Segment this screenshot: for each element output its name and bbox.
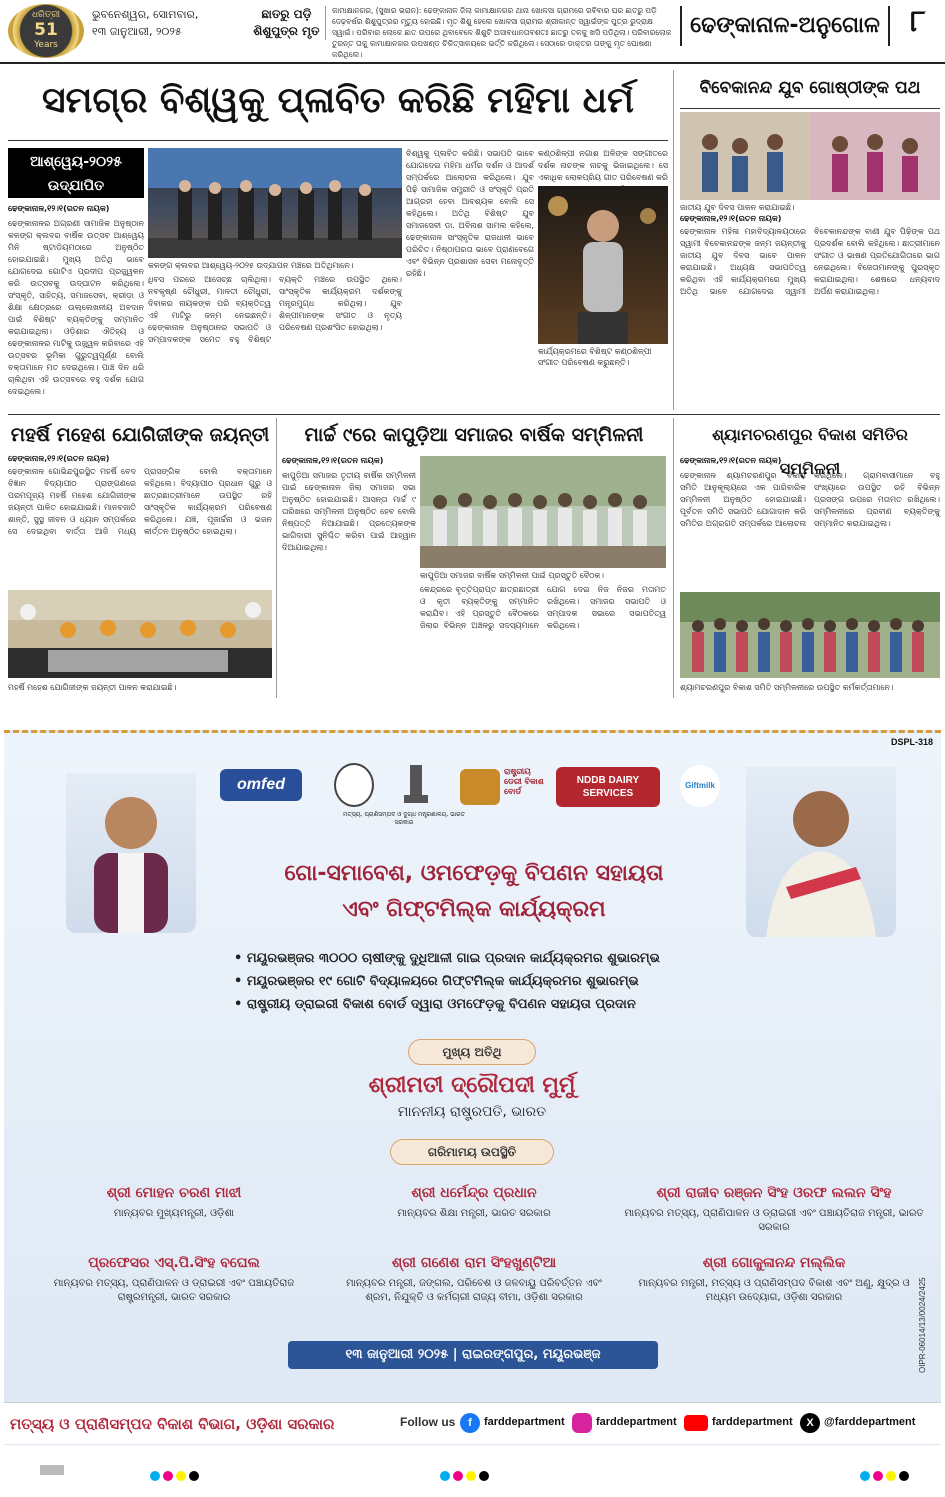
story1-headline[interactable]: ସମଗ୍ର ବିଶ୍ୱକୁ ପ୍ଳାବିତ କରିଛି ମହିମା ଧର୍ମ (42, 80, 634, 121)
facebook-icon[interactable]: f (460, 1413, 480, 1433)
ad-bullet: • ମୟୂରଭଞ୍ଜର ୩୦୦୦ ଚାଷୀଙ୍କୁ ଦୁଧିଆଳୀ ଗାଇ ପ୍ରଦାନ କାର୍ଯ୍ୟକ୍ରମର ଶୁଭାରମ୍ଭ (234, 951, 660, 966)
story1-tag-line1: ଆଶ୍ୱେୟ-୨୦୨୫ (30, 154, 122, 170)
story4-headline[interactable]: ମାର୍ଚ୍ଚ ୯ରେ କାପୁଡ଼ିଆ ସମାଜର ବାର୍ଷିକ ସମ୍ମିଳନୀ (304, 424, 644, 446)
government-advertisement[interactable] (4, 730, 941, 1445)
ad-bullets (234, 951, 794, 1012)
story2-caption: ଜାତୀୟ ଯୁବ ଦିବସ ପାଳନ କରାଯାଇଛି। (680, 203, 795, 212)
odisha-emblem-icon (334, 763, 374, 807)
divider (680, 108, 940, 109)
teaser-headline[interactable] (248, 6, 326, 40)
story3-headline[interactable]: ମହର୍ଷି ମହେଶ ଯୋଗିଜୀଙ୍କ ଜୟନ୍ତୀ (10, 424, 270, 446)
follow-us-label: Follow us (400, 1415, 456, 1429)
social-handle[interactable]: farddepartment (596, 1416, 677, 1428)
ad-footer (4, 1402, 941, 1444)
chief-guest-name: ଶ୍ରୀମତୀ ଦ୍ରୌପଦୀ ମୁର୍ମୁ (368, 1073, 576, 1098)
committee-group-illustration (680, 592, 940, 678)
dignitary-name: ଶ୍ରୀ ମୋହନ ଚରଣ ମାଝୀ (106, 1185, 242, 1201)
social-handle[interactable]: @farddepartment (824, 1416, 916, 1428)
teaser-headline-line2: ଶିଶୁପୁତ୍ର ମୃତ (253, 24, 320, 38)
event-place: ରାଇରଙ୍ଗପୁର, ମୟୂରଭଞ୍ଜ (462, 1347, 601, 1362)
divider (8, 414, 940, 415)
story2-headline[interactable]: ବିବେକାନନ୍ଦ ଯୁବ ଗୋଷ୍ଠୀଙ୍କ ପଥ (699, 78, 921, 98)
separator: | (452, 1347, 463, 1362)
badge-sub: Years (34, 40, 58, 50)
singer-illustration (538, 186, 668, 344)
dignitary-designation: ମାନ୍ୟବର ମନ୍ତ୍ରୀ, ଜଙ୍ଗଲ, ପରିବେଶ ଓ ଜଳବାୟୁ ପରିବର୍ତ୍ତନ ଏବଂ ଶ୍ରମ, ନିଯୁକ୍ତି ଓ କର୍ମଚାରୀ ରାଜ୍ୟ ବୀମା, ଓଡ଼ିଶା ସରକାର (346, 1278, 602, 1303)
anniversary-badge (8, 4, 84, 58)
dignitary-name: ଶ୍ରୀ ଗୋକୁଳାନନ୍ଦ ମଲ୍ଲିକ (702, 1255, 846, 1271)
story1-body-c: ବିଶ୍ୱକୁ ପ୍ଳାବିତ କରିଛି। ସଭାପତି ଭାବେ ଯୋଗଦେଇ ମହିମା ଧର୍ମର ଦର୍ଶନ ଓ ଆଦର୍ଶ ସମ୍ପର୍କରେ ଆଲୋଚନା କରିଥିଲେ। ଯୁବ ପିଢ଼ି ସାମାଜିକ ସମ୍ପ୍ରୀତି ଓ ସଂସ୍କୃତି ପ୍ରତି ଆଗ୍ରହୀ ହେବା ଆବଶ୍ୟକ ବୋଲି ସେ କହିଥିଲେ। ଅତିଥି ବିଶିଷ୍ଟ ଯୁବ ସମାଜସେବୀ ଡା. ଅବିନାଶ ସାମଲ କହିଲେ, ଢେଙ୍କାନାଳ ସାଂସ୍କୃତିକ ରାଜଧାନୀ ଭାବେ ପରିଚିତ। ନିଷ୍ଠାପରତା ଭାବେ ପ୍ରାଣବେଗେ ଏବଂ ବିଭିନ୍ନ ପ୍ରଶାସନ ସେବା ମନୋବୃତ୍ତି ରହିଛି। (406, 149, 534, 278)
singer-photo[interactable] (538, 186, 668, 344)
youtube-icon[interactable] (684, 1415, 708, 1431)
masthead (0, 0, 945, 64)
dignitary-name: ଶ୍ରୀ ରାଜୀବ ରଞ୍ଜନ ସିଂହ ଓରଫ ଲଲନ ସିଂହ (656, 1185, 892, 1201)
dateline-date: ୧୩ ଜାନୁଆରୀ, ୨୦୨୫ (92, 25, 182, 38)
social-handle[interactable]: farddepartment (712, 1416, 793, 1428)
ad-title-line1: ଗୋ-ସମାବେଶ, ଓମଫେଡ଼କୁ ବିପଣନ ସହାୟତା (284, 861, 664, 886)
story4-photo[interactable] (420, 456, 666, 568)
oipr-code: OIPR-06014/13/0024/2425 (918, 1277, 927, 1373)
dignitary-designation: ମାନ୍ୟବର ମତ୍ସ୍ୟ, ପ୍ରାଣିପାଳନ ଓ ଡ୍ରାଇରୀ ଏବଂ ପଞ୍ଚାୟତିରାଜ ରାଷ୍ଟ୍ରମନ୍ତ୍ରୀ, ଭାରତ ସରକାର (53, 1278, 295, 1303)
singer-caption: କାର୍ଯ୍ୟକ୍ରମରେ ବିଶିଷ୍ଟ କଣ୍ଠଶିଳ୍ପୀ ସଂଗୀତ ପରିବେଷଣ କରୁଛନ୍ତି। (538, 347, 652, 367)
story1-body-a: ଢେଙ୍କାନାଳର ଅଗ୍ରଣୀ ସାମାଜିକ ଅନୁଷ୍ଠାନ କଳଙ୍ଗ କ୍ଲବର ବାର୍ଷିକ ଉତ୍ସବ ଆଶ୍ୱେୟ ମିନି ଷ୍ଟାଡିୟମଠାରେ ଅନୁଷ୍ଠିତ ହୋଇଯାଇଛି। ମୁଖ୍ୟ ଅତିଥି ଭାବେ ଯୋଗଦେଇ ଗୋଟିଏ ପ୍ରଦୀପ ପ୍ରଜ୍ଜ୍ୱଳନ କରି ଉତ୍ସବକୁ ଉଦ୍‌ଘାଟନ କରିଥିଲେ। ସଂସ୍କୃତି, ସାହିତ୍ୟ, ସମାଜସେବା, କ୍ରୀଡ଼ା ଓ ଶିକ୍ଷା କ୍ଷେତ୍ରରେ ଉଲ୍ଲେଖନୀୟ ଅବଦାନ ପାଇଁ ବିଶିଷ୍ଟ ବ୍ୟକ୍ତିଙ୍କୁ ସମ୍ମାନିତ କରାଯାଇଥିଲା। ଓଡ଼ିଶାର ଐତିହ୍ୟ ଓ ଢେଙ୍କାନାଳର ମାଟିକୁ ଉଜ୍ଜ୍ୱଳ କରିବାରେ ଏହି ଉତ୍ସବର ଭୂମିକା ଗୁରୁତ୍ୱପୂର୍ଣ୍ଣ ବୋଲି ବକ୍ତାମାନେ ମତ ଦେଇଥିଲେ। ପାଞ୍ଚ ଦିନ ଧରି ଚାଲିଥିବା ଏହି ଉତ୍ସବରେ ବହୁ ଦର୍ଶକ ଯୋଗ ଦେଇଥିଲେ। (8, 219, 144, 396)
chief-minister-portrait (66, 773, 196, 933)
presence-label: ଗରିମାମୟ ଉପସ୍ଥିତି (390, 1139, 554, 1165)
instagram-icon[interactable] (572, 1413, 592, 1433)
ad-title-line2: ଏବଂ ଗିଫ୍ଟମିଲ୍କ କାର୍ଯ୍ୟକ୍ରମ (342, 897, 606, 922)
story1-tag (8, 148, 144, 198)
story1-photo-caption: କଳଙ୍ଗ କ୍ଲବର ଆଶ୍ୱେୟ-୨୦୨୫ ଉଦ୍‌ଯାପନ ମଞ୍ଚରେ ଅତିଥିମାନେ। (148, 261, 354, 270)
giftmilk-logo: Giftmilk (680, 765, 720, 807)
nddb-dairy-logo: NDDB DAIRY SERVICES (556, 767, 660, 807)
stage-photo-illustration (148, 148, 402, 258)
event-date-place (288, 1341, 658, 1369)
divider (8, 140, 668, 141)
section-title: ଢେଙ୍କାନାଳ-ଅନୁଗୋଳ (680, 6, 890, 46)
story1-side-text: କଣ୍ଠଶିଳ୍ପୀ ନଗାଶ ଅଳିଙ୍କ ସଙ୍ଗୀତରେ ଦର୍ଶକ ନାଚଙ୍କ ନାଚକୁ ଭିଜାଇଥିଲେ। ସେ ଏକାଧିକ ଲୋକପ୍ରିୟ ଗୀତ ପରିବେଷଣ କରି (538, 149, 668, 182)
print-registration-marks (0, 1460, 945, 1484)
story3-body: ଢେଙ୍କାନାଳ ଗୋଭିନ୍ଦପୁରସ୍ଥିତ ମହର୍ଷି ବେଦ ବିଜ୍ଞାନ ବିଦ୍ୟାପୀଠ ପ୍ରାଙ୍ଗଣରେ ପରମପୂଜ୍ୟ ମହର୍ଷି ମହେଶ ଯୋଗିଜୀଙ୍କ ଜୟନ୍ତୀ ପାଳିତ ହୋଇଯାଇଛି। ମାନବଜାତି ଶାନ୍ତି, ସୁସ୍ଥ ଜୀବନ ଓ ଧ୍ୟାନ ସମ୍ପର୍କରେ ସେ ଦେଇଥିବା ବାର୍ତ୍ତା ଆଜି ମଧ୍ୟ ପ୍ରାସଙ୍ଗିକ ବୋଲି ବକ୍ତାମାନେ କହିଥିଲେ। ବିଦ୍ୟାପୀଠ ପ୍ରଧାନ ଗୁରୁ ଓ ଛାତ୍ରଛାତ୍ରୀମାନେ ଉପସ୍ଥିତ ରହି ସାଂସ୍କୃତିକ କାର୍ଯ୍ୟକ୍ରମ ପରିବେଷଣ କରିଥିଲେ। ଯଜ୍ଞ, ପୂଜାର୍ଚ୍ଚନା ଓ ଭଜନ କୀର୍ତ୍ତନ ଅନୁଷ୍ଠିତ ହୋଇଥିଲା। (8, 467, 272, 536)
event-date: ୧୩ ଜାନୁଆରୀ ୨୦୨୫ (345, 1347, 449, 1362)
story4-body-a: କାପୁଡ଼ିଆ ସମାଜର ତୃତୀୟ ବାର୍ଷିକ ସମ୍ମିଳନୀ ପାଇଁ ଢେଙ୍କାନାଳ ଜିଲା ସମାଜର ସଭା ଅନୁଷ୍ଠିତ ହୋଇଯାଇଛି। ଆସନ୍ତା ମାର୍ଚ୍ଚ ୯ ତାରିଖରେ ସମ୍ମିଳନୀ ଅନୁଷ୍ଠିତ ହେବ ବୋଲି ନିଷ୍ପତ୍ତି ନିଆଯାଇଛି। ପ୍ରତ୍ୟେକଙ୍କ ଭାଗିଦାରୀ ସୁନିଶ୍ଚିତ କରିବା ପାଇଁ ଆହ୍ୱାନ ଦିଆଯାଇଥିଲା। (282, 471, 416, 552)
meeting-group-illustration (420, 456, 666, 568)
story5-photo[interactable] (680, 592, 940, 678)
dignitary-designation: ମାନ୍ୟବର ଶିକ୍ଷା ମନ୍ତ୍ରୀ, ଭାରତ ସରକାର (397, 1208, 551, 1219)
story2-body: ଢେଙ୍କାନାଳ ମହିଳା ମହାବିଦ୍ୟାଳୟଠାରେ ସ୍ୱାମୀ ବିବେକାନନ୍ଦଙ୍କ ଜନ୍ମ ଜୟନ୍ତୀକୁ ଜାତୀୟ ଯୁବ ଦିବସ ଭାବେ ପାଳନ କରାଯାଇଛି। ଅଧ୍ୟକ୍ଷ ସଭାପତିତ୍ୱ କରିଥିବା ଏହି କାର୍ଯ୍ୟକ୍ରମରେ ମୁଖ୍ୟ ଅତିଥି ଭାବେ ଯୋଗଦେଇ ସ୍ୱାମୀ ବିବେକାନନ୍ଦଙ୍କ ବାଣୀ ଯୁବ ପିଢ଼ିଙ୍କ ପଥ ପ୍ରଦର୍ଶକ ବୋଲି କହିଥିଲେ। ଛାତ୍ରୀମାନେ ସଂଗୀତ ଓ ଭାଷଣ ପ୍ରତିଯୋଗିତାରେ ଭାଗ ନେଇଥିଲେ। ବିଜେତାମାନଙ୍କୁ ପୁରସ୍କୃତ କରାଯାଇଥିଲା। ଶେଷରେ ଧନ୍ୟବାଦ ଅର୍ପଣ କରାଯାଇଥିଲା। (680, 227, 940, 296)
omfed-logo: omfed (220, 769, 302, 801)
badge-brand: ଧରିତ୍ରୀ (31, 10, 61, 20)
column-divider (673, 418, 674, 698)
cmyk-dots (150, 1466, 202, 1485)
cow-logo-icon (460, 769, 500, 805)
story5-caption: ଶ୍ୟାମଚରଣପୁର ବିକାଶ ସମିତି ସମ୍ମିଳନୀରେ ଉପସ୍ଥିତ କର୍ମକର୍ତ୍ତାମାନେ। (680, 683, 894, 692)
teaser-body: କାମାକ୍ଷାନଗର, (ସୁଖାର ଭରାନ): ଢେଙ୍କାନାଳ ଜିଲା କାମାକ୍ଷାନଗର ଥାନା ଖୋଳସା ଗ୍ରାମରେ ରବିବାର ଘର ଛାତରୁ ପଡ଼ି ଦେଢ଼ବର୍ଷର ଶିଶୁପୁତ୍ରର ମୃତ୍ୟୁ ହୋଇଛି। ମୃତ ଶିଶୁ ହେଲେ ଖୋଳସା ଗ୍ରାମର ଶ୍ରୀକାନ୍ତ ସ୍ୱାଇଁଙ୍କ ପୁତ୍ର ରୁଦ୍ରାକ୍ଷ ସ୍ୱାଇଁ। ପରିବାର ଲୋକେ ଛାତ ଉପରେ ଥିବାବେଳେ ଶିଶୁଟି ଅସାବଧାନତାବଶତଃ ଛାତରୁ ତଳକୁ ଖସି ପଡ଼ିଥିଲା। ପରିବାରଲୋକ ତୁରନ୍ତ ତାକୁ କାମାକ୍ଷାନଗର ଉପଖଣ୍ଡ ଚିକିତ୍ସାଳୟରେ ଭର୍ତ୍ତି କରିଥିଲେ। ସେଠାରେ ଡାକ୍ତର ତାଙ୍କୁ ମୃତ ଘୋଷଣା କରିଥିଲେ। (332, 6, 672, 59)
dateline (92, 6, 242, 40)
story1-byline: ଢେଙ୍କାନାଳ,୧୨।୧(ରତନ ନାୟକ) (8, 204, 110, 213)
page-number: ୮ (910, 4, 926, 39)
story5-headline[interactable]: ଶ୍ୟାମଚରଣପୁର ବିକାଶ ସମିତିର ସମ୍ମିଳନୀ (712, 425, 908, 478)
badge-years: 51 (34, 20, 58, 40)
story4-byline: ଢେଙ୍କାନାଳ,୧୨।୧(ରତନ ନାୟକ) (282, 456, 384, 465)
story4-body-a-cont (282, 574, 416, 698)
chief-guest-label: ମୁଖ୍ୟ ଅତିଥି (408, 1039, 536, 1065)
cmyk-dots (440, 1466, 492, 1485)
dignitary-name: ପ୍ରଫେସର ଏସ୍.ପି.ସିଂହ ବଘେଲ (88, 1255, 260, 1271)
column-divider (276, 418, 277, 698)
chief-guest-designation: ମାନନୀୟ ରାଷ୍ଟ୍ରପତି, ଭାରତ (397, 1104, 547, 1120)
cmyk-dots (860, 1466, 912, 1485)
dateline-city: ଭୁବନେଶ୍ୱର, ସୋମବାର, (92, 8, 199, 21)
yoga-ceremony-illustration (8, 590, 272, 678)
dignitary-designation: ମାନ୍ୟବର ମତ୍ସ୍ୟ, ପ୍ରାଣିପାଳନ ଓ ଡ୍ରାଇରୀ ଏବଂ ପଞ୍ଚାୟତିରାଜ ମନ୍ତ୍ରୀ, ଭାରତ ସରକାର (624, 1208, 924, 1233)
story4-body-b: କେନ୍ଦ୍ରରେ ବୃତ୍ତିପ୍ରାପ୍ତ ଛାତ୍ରଛାତ୍ରୀ ଓ କୃତୀ ବ୍ୟକ୍ତିଙ୍କୁ ସମ୍ମାନିତ କରାଯିବ। ଏହି ପ୍ରସ୍ତୁତି ବୈଠକରେ ଜିଲାର ବିଭିନ୍ନ ଅଞ୍ଚଳରୁ ସଦସ୍ୟମାନେ ଯୋଗ ଦେଇ ନିଜ ନିଜର ମତାମତ ରଖିଥିଲେ। ସମାଜର ସଭାପତି ଓ ସମ୍ପାଦକ ସଭାରେ ସଭାପତିତ୍ୱ କରିଥିଲେ। (420, 585, 666, 630)
nddb-hindi-name: ରାଷ୍ଟ୍ରୀୟ ଡେରୀ ବିକାଶ ବୋର୍ଡ (504, 767, 544, 796)
students-illustration (680, 112, 940, 200)
story1-body-b: ଧିବସ ପରରେ ଆସେଚ୍ଛ ଚାଲିଥିଲା। ନବକୃଷ୍ଣ ଚୌଧୁରୀ, ମାଳତୀ ଚୌଧୁରୀ, ଦିବାକର ନାୟକଙ୍କ ପରି ବ୍ୟକ୍ତିତ୍ୱ ଏହି ମାଟିରୁ ଜନ୍ମ ନେଇଛନ୍ତି। ଢେଙ୍କାନାଳ ଅନୁଷ୍ଠାନର ସଭାପତି ଓ ସମ୍ପାଦକଙ୍କ ସମେତ ବହୁ ବିଶିଷ୍ଟ ବ୍ୟକ୍ତି ମଞ୍ଚରେ ଉପସ୍ଥିତ ଥିଲେ। ସାଂସ୍କୃତିକ କାର୍ଯ୍ୟକ୍ରମ ଦର୍ଶକଙ୍କୁ ମନ୍ତ୍ରମୁଗ୍ଧ କରିଥିଲା। ଯୁବ ଶିଳ୍ପୀମାନଙ୍କ ସଂଗୀତ ଓ ନୃତ୍ୟ ପରିବେଷଣ ପ୍ରଶଂସିତ ହୋଇଥିଲା। (148, 275, 402, 344)
story5-body: ଢେଙ୍କାନାଳ ଶ୍ୟାମଚରଣପୁର ବିକାଶ ସମିତି ଆନୁକୂଲ୍ୟରେ ଏକ ପାରିବାରିକ ସମ୍ମିଳନୀ ଅନୁଷ୍ଠିତ ହୋଇଯାଇଛି। ପୂର୍ବତନ ସମିତି ସଭାପତି ଯୋଗାଦାନ କରି ସମିତିର ଅଗ୍ରଗତି ସମ୍ପର୍କରେ ଆଲୋଚନା କରିଥିଲେ। ଗ୍ରାମବାସୀମାନେ ବହୁ ସଂଖ୍ୟାରେ ଉପସ୍ଥିତ ରହି ବିଭିନ୍ନ ପ୍ରସଙ୍ଗ ଉପରେ ମତାମତ ରଖିଥିଲେ। ସମ୍ମିଳନୀରେ ପ୍ରବୀଣ ବ୍ୟକ୍ତିଙ୍କୁ ସମ୍ମାନିତ କରାଯାଇଥିଲା। (680, 471, 940, 528)
color-bar (40, 1465, 64, 1475)
dignitary-designation: ମାନ୍ୟବର ମନ୍ତ୍ରୀ, ମତ୍ସ୍ୟ ଓ ପ୍ରାଣିସମ୍ପଦ ବିକାଶ ଏବଂ ଅଣୁ, କ୍ଷୁଦ୍ର ଓ ମଧ୍ୟମ ଉଦ୍ୟୋଗ, ଓଡ଼ିଶା ସରକାର (638, 1278, 910, 1303)
ashoka-emblem-icon (396, 761, 436, 807)
social-handle[interactable]: farddepartment (484, 1416, 565, 1428)
story5-byline: ଢେଙ୍କାନାଳ,୧୨।୧(ରତନ ନାୟକ) (680, 456, 782, 465)
story1-photo[interactable] (148, 148, 402, 258)
story3-caption: ମହର୍ଷି ମହେଶ ଯୋଗିଜୀଙ୍କ ଜୟନ୍ତୀ ପାଳନ କରାଯାଇଛି। (8, 683, 177, 692)
dignitary-designation: ମାନ୍ୟବର ମୁଖ୍ୟମନ୍ତ୍ରୀ, ଓଡ଼ିଶା (113, 1208, 235, 1219)
department-name: ମତ୍ସ୍ୟ ଓ ପ୍ରାଣିସମ୍ପଦ ବିକାଶ ବିଭାଗ, ଓଡ଼ିଶା ସରକାର (10, 1415, 335, 1433)
teaser-headline-line1: ଛାତରୁ ପଡ଼ି (261, 7, 312, 21)
story2-photo[interactable] (680, 112, 940, 200)
story3-photo[interactable] (8, 590, 272, 678)
story3-byline: ଢେଙ୍କାନାଳ,୧୨।୧(ରତନ ନାୟକ) (8, 454, 110, 463)
dignitary-name: ଶ୍ରୀ ଧର୍ମେନ୍ଦ୍ର ପ୍ରଧାନ (411, 1185, 537, 1201)
ad-bullet: • ମୟୂରଭଞ୍ଜର ୧୯ ଗୋଟି ବିଦ୍ୟାଳୟରେ ଗିଫ୍ଟମିଲ୍କ କାର୍ଯ୍ୟକ୍ରମର ଶୁଭାରମ୍ଭ (234, 974, 639, 989)
govt-ministry-caption: ମତ୍ସ୍ୟ, ପ୍ରାଣିସମ୍ପଦ ଓ ଦୁଗ୍ଧ ମନ୍ତ୍ରଣାଳୟ, ଭାରତ ସରକାର (343, 811, 465, 826)
story2-byline: ଢେଙ୍କାନାଳ,୧୨।୧(ରତନ ନାୟକ) (680, 214, 782, 223)
ad-code: DSPL-318 (890, 737, 933, 747)
x-icon[interactable]: X (800, 1413, 820, 1433)
story1-tag-line2: ଉଦ୍‌ଯାପିତ (47, 178, 105, 194)
president-portrait (746, 767, 896, 937)
ad-bullet: • ରାଷ୍ଟ୍ରୀୟ ଡ୍ରାଇରୀ ବିକାଶ ବୋର୍ଡ ଦ୍ୱାରା ଓମଫେଡ଼କୁ ବିପଣନ ସହାୟତା ପ୍ରଦାନ (234, 997, 636, 1012)
column-divider (673, 70, 674, 410)
story4-caption: କାପୁଡ଼ିଆ ସମାଜର ବାର୍ଷିକ ସମ୍ମିଳନୀ ପାଇଁ ପ୍ରସ୍ତୁତି ବୈଠକ। (420, 571, 605, 580)
social-handles (460, 1413, 940, 1435)
dignitary-name: ଶ୍ରୀ ଗଣେଶ ରାମ ସିଂହଖୁଣ୍ଟିଆ (391, 1255, 557, 1271)
